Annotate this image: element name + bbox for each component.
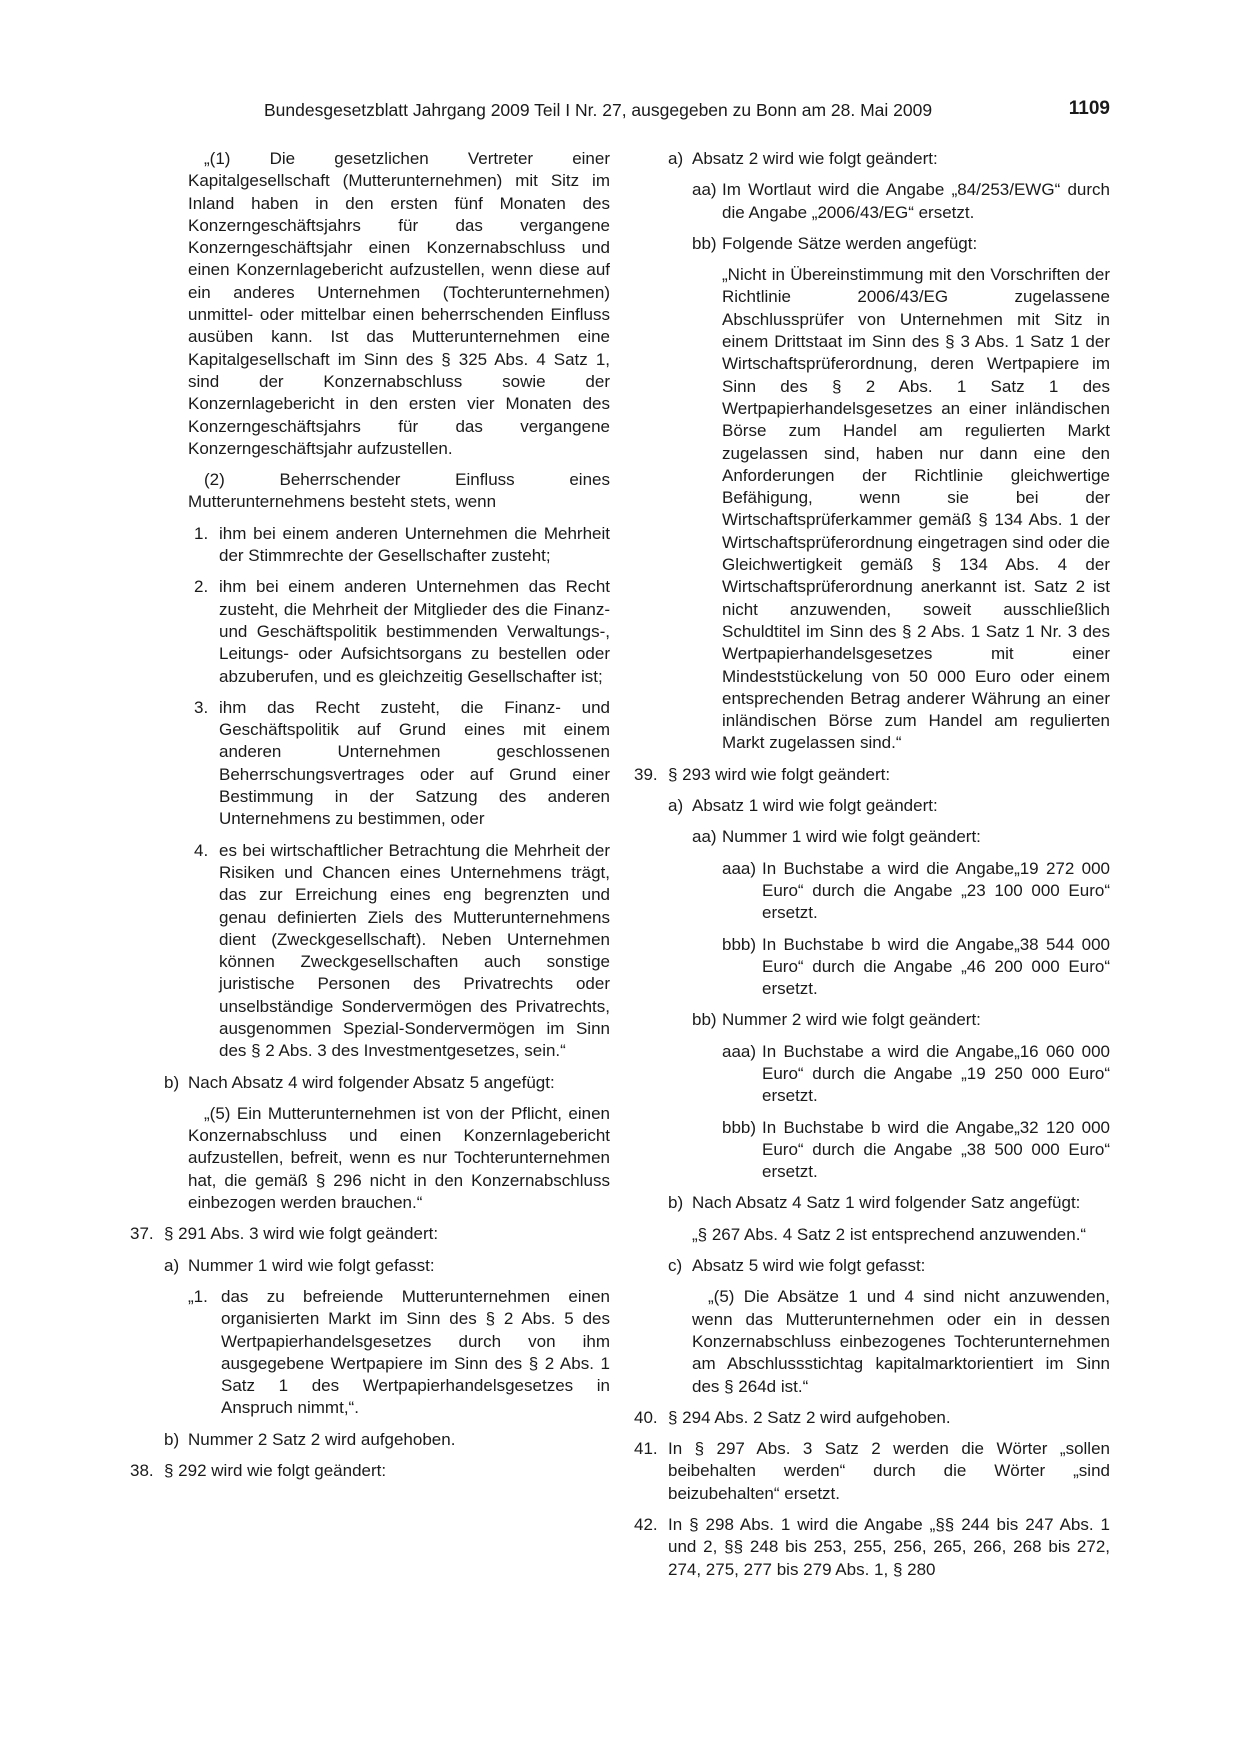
item-37-b	[164, 1429, 610, 1451]
item-42-text: In § 298 Abs. 1 wird die Angabe „§§ 244 bis 247 Abs. 1 und 2, §§ 248 bis 253, 255, 256, 265, 266, 268 bis 272, 274, 275, 277 bis 279 Abs. 1, § 280	[668, 1515, 1110, 1579]
list-item-text: ihm bei einem anderen Unternehmen die Mehrheit der Stimmrechte der Gesellschafter zusteht;	[219, 523, 610, 566]
item-41	[634, 1438, 1110, 1505]
item-39-a-bb-bbb	[722, 1117, 1110, 1184]
list-item-2	[188, 576, 610, 687]
item-38-a-bb-label: bb)	[692, 233, 717, 253]
item-37	[130, 1223, 610, 1245]
item-39-a-aa-bbb-text: In Buchstabe b wird die Angabe„38 544 000 Euro“ durch die Angabe „46 200 000 Euro“ ersetzt.	[762, 934, 1110, 999]
item-39-a-bb-bbb-label: bbb)	[722, 1117, 757, 1137]
item-38-a	[668, 148, 1110, 170]
item-39-a-text: Absatz 1 wird wie folgt geändert:	[692, 796, 938, 816]
item-39-c-quote: „(5) Die Absätze 1 und 4 sind nicht anzuwenden, wenn das Mutterunternehmen oder ein in dessen Konzernabschluss einbezogenes Tochterunternehmen am Abschlussstichtag kapitalmarktorientiert im Sinn des § 264d ist.“	[692, 1287, 1110, 1396]
item-39-a-aa-bbb-label: bbb)	[722, 934, 757, 954]
item-39-a-aa-aaa-label: aaa)	[722, 858, 757, 878]
item-37-label: 37.	[130, 1224, 154, 1244]
amendment-b-label: b)	[164, 1072, 180, 1092]
item-38	[130, 1460, 610, 1482]
item-39-text: § 293 wird wie folgt geändert:	[668, 764, 891, 784]
item-39-b	[668, 1192, 1110, 1214]
amendment-b-text: Nach Absatz 4 wird folgender Absatz 5 angefügt:	[188, 1072, 555, 1092]
item-41-label: 41.	[634, 1439, 658, 1459]
list-item-3	[188, 697, 610, 831]
item-39-a-aa-label: aa)	[692, 827, 717, 847]
item-39-a	[668, 795, 1110, 817]
item-39-a-aa	[692, 826, 1110, 848]
item-39	[634, 764, 1110, 786]
list-item-label: 1.	[194, 523, 209, 543]
item-37-a-label: a)	[164, 1255, 180, 1275]
list-item-text: ihm das Recht zusteht, die Finanz- und Geschäftspolitik auf Grund eines mit einem anderen Unternehmen geschlossenen Beherrschungsvertrages oder auf Grund einer Bestimmung in der Satzung des anderen Unternehmens zu bestimmen, oder	[219, 697, 610, 829]
item-39-c-label: c)	[668, 1256, 683, 1276]
item-39-a-bb-bbb-text: In Buchstabe b wird die Angabe„32 120 000 Euro“ durch die Angabe „38 500 000 Euro“ ersetzt.	[762, 1117, 1110, 1182]
item-40-label: 40.	[634, 1407, 658, 1427]
item-38-a-label: a)	[668, 149, 684, 168]
item-39-a-aa-aaa	[722, 858, 1110, 925]
list-item-label: 4.	[194, 840, 209, 860]
item-38-a-bb-quote: „Nicht in Übereinstimmung mit den Vorschriften der Richtlinie 2006/43/EG zugelassene Abschlussprüfer von Unternehmen mit Sitz in einem Drittstaat im Sinn des § 3 Abs. 1 Satz 1 der Wirtschaftsprüferordnung, deren Wertpapiere im Sinn des § 2 Abs. 1 Satz 1 des Wertpapierhandelsgesetzes an einer inländischen Börse zum Handel am regulierten Markt zugelassen sind, haben nur dann eine den Anforderungen der Richtlinie gleichwertige Befähigung, wenn sie bei der Wirtschaftsprüferkammer gemäß § 134 Abs. 1 der Wirtschaftsprüferordnung eingetragen sind oder die Gleichwertigkeit gemäß § 134 Abs. 4 der Wirtschaftsprüferordnung anerkannt ist. Satz 2 ist nicht anzuwenden, soweit ausschließlich Schuldtitel im Sinn des § 2 Abs. 1 Satz 1 Nr. 3 des Wertpapierhandelsgesetzes mit einer Mindeststückelung von 50 000 Euro oder einem entsprechenden Betrag anderer Währung an einer inländischen Börse zum Handel am regulierten Markt zugelassen sind.“	[722, 265, 1110, 753]
item-39-a-bb-aaa	[722, 1041, 1110, 1108]
amendment-b-quote: „(5) Ein Mutterunternehmen ist von der Pflicht, einen Konzernabschluss und einen Konzernlagebericht aufzustellen, befreit, wenn es nur Tochterunternehmen hat, die gemäß § 296 nicht in den Konzernabschluss einbezogen werden brauchen.“	[188, 1103, 610, 1213]
item-37-a-text: Nummer 1 wird wie folgt gefasst:	[188, 1255, 435, 1275]
list-item-1	[188, 523, 610, 568]
list-item-4	[188, 840, 610, 1063]
item-39-b-quote: „§ 267 Abs. 4 Satz 2 ist entsprechend anzuwenden.“	[692, 1224, 1087, 1244]
item-38-a-aa	[692, 179, 1110, 224]
item-39-a-aa-text: Nummer 1 wird wie folgt geändert:	[722, 827, 981, 847]
item-39-a-label: a)	[668, 796, 684, 816]
page-header	[264, 100, 1110, 126]
list-item-label: 3.	[194, 697, 209, 717]
item-38-a-bb-text: Folgende Sätze werden angefügt:	[722, 233, 978, 253]
item-39-b-label: b)	[668, 1193, 684, 1213]
item-39-a-bb	[692, 1009, 1110, 1031]
item-42-label: 42.	[634, 1515, 658, 1535]
item-37-b-text: Nummer 2 Satz 2 wird aufgehoben.	[188, 1429, 456, 1449]
item-37-a-quote-label: „1.	[188, 1286, 208, 1306]
header-title: Bundesgesetzblatt Jahrgang 2009 Teil I Nr. 27, ausgegeben zu Bonn am 28. Mai 2009	[264, 100, 933, 120]
item-39-c	[668, 1255, 1110, 1277]
item-38-a-aa-text: Im Wortlaut wird die Angabe „84/253/EWG“ durch die Angabe „2006/43/EG“ ersetzt.	[722, 180, 1110, 222]
page-number: 1109	[1068, 98, 1110, 119]
item-39-label: 39.	[634, 764, 658, 784]
item-37-a-quote	[188, 1286, 610, 1420]
item-41-text: In § 297 Abs. 3 Satz 2 werden die Wörter „sollen beibehalten werden“ durch die Wörter „sind beizubehalten“ ersetzt.	[668, 1439, 1110, 1503]
item-42	[634, 1514, 1110, 1581]
item-39-c-text: Absatz 5 wird wie folgt gefasst:	[692, 1256, 926, 1276]
item-37-a	[164, 1255, 610, 1277]
item-39-a-bb-aaa-text: In Buchstabe a wird die Angabe„16 060 000 Euro“ durch die Angabe „19 250 000 Euro“ ersetzt.	[762, 1041, 1110, 1106]
item-39-a-bb-label: bb)	[692, 1010, 717, 1030]
item-38-text: § 292 wird wie folgt geändert:	[164, 1461, 387, 1481]
item-37-a-quote-text: das zu befreiende Mutterunternehmen einen organisierten Markt im Sinn des § 2 Abs. 5 des Wertpapierhandelsgesetzes durch von ihm ausgegebene Wertpapiere im Sinn des § 2 Abs. 1 Satz 1 des Wertpapierhandelsgesetzes in Anspruch nimmt,“.	[221, 1286, 610, 1418]
item-39-a-bb-text: Nummer 2 wird wie folgt geändert:	[722, 1010, 981, 1030]
item-39-b-text: Nach Absatz 4 Satz 1 wird folgender Satz angefügt:	[692, 1193, 1081, 1213]
quote-paragraph-2: (2) Beherrschender Einfluss eines Mutterunternehmens besteht stets, wenn	[188, 470, 610, 512]
list-item-text: es bei wirtschaftlicher Betrachtung die Mehrheit der Risiken und Chancen eines Unternehmens trägt, das zur Erreichung eines eng begrenzten und genau definierten Ziels des Mutterunternehmens dient (Zweckgesellschaft). Neben Unternehmen können Zweckgesellschaften auch sonstige juristische Personen des Privatrechts oder unselbständige Sondervermögen des Privatrechts, ausgenommen Spezial-Sondervermögen im Sinn des § 2 Abs. 3 des Investmentgesetzes, sein.“	[219, 840, 610, 1061]
list-item-text: ihm bei einem anderen Unternehmen das Recht zusteht, die Mehrheit der Mitglieder des die Finanz- und Geschäftspolitik bestimmenden Verwaltungs-, Leitungs- oder Aufsichtsorgans zu bestellen oder abzuberufen, und es gleichzeitig Gesellschafter ist;	[219, 577, 610, 686]
item-40	[634, 1407, 1110, 1429]
item-38-label: 38.	[130, 1461, 154, 1481]
list-item-label: 2.	[194, 577, 209, 597]
left-column	[130, 148, 610, 1482]
item-38-a-aa-label: aa)	[692, 180, 717, 200]
item-39-a-bb-aaa-label: aaa)	[722, 1041, 757, 1061]
item-39-a-aa-aaa-text: In Buchstabe a wird die Angabe„19 272 000 Euro“ durch die Angabe „23 100 000 Euro“ ersetzt.	[762, 858, 1110, 923]
item-40-text: § 294 Abs. 2 Satz 2 wird aufgehoben.	[668, 1407, 951, 1427]
right-column	[634, 148, 1110, 1581]
item-38-a-text: Absatz 2 wird wie folgt geändert:	[692, 149, 938, 168]
quote-paragraph-1: „(1) Die gesetzlichen Vertreter einer Kapitalgesellschaft (Mutterunternehmen) mit Sitz im Inland haben in den ersten fünf Monaten des Konzerngeschäftsjahrs für das vergangene Konzerngeschäftsjahr einen Konzernabschluss und einen Konzernlagebericht aufzustellen, wenn diese auf ein anderes Unternehmen (Tochterunternehmen) unmittel- oder mittelbar einen beherrschenden Einfluss ausüben kann. Ist das Mutterunternehmen eine Kapitalgesellschaft im Sinn des § 325 Abs. 4 Satz 1, sind der Konzernabschluss sowie der Konzernlagebericht in den ersten vier Monaten des Konzerngeschäftsjahrs für das vergangene Konzerngeschäftsjahr aufzustellen.	[188, 149, 610, 458]
item-37-text: § 291 Abs. 3 wird wie folgt geändert:	[164, 1224, 439, 1244]
item-38-a-bb	[692, 233, 1110, 255]
amendment-b	[164, 1072, 610, 1094]
item-37-b-label: b)	[164, 1429, 180, 1449]
item-39-a-aa-bbb	[722, 934, 1110, 1001]
